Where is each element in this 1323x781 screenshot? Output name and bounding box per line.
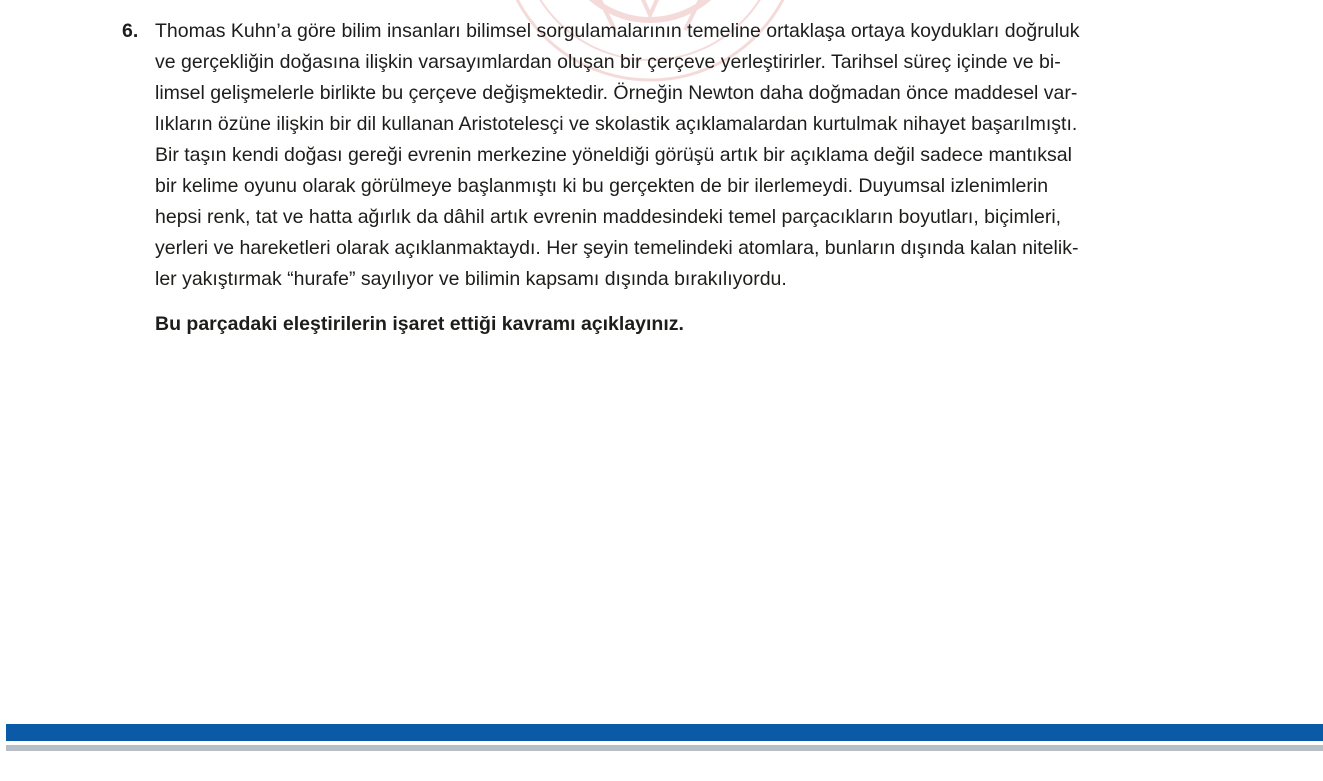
paragraph-line: bir kelime oyunu olarak görülmeye başlanmıştı ki bu gerçekten de bir ilerlemeydi. Duyumsal izlenimlerin (155, 175, 1049, 197)
paragraph-line: ve gerçekliğin doğasına ilişkin varsayımlardan oluşan bir çerçeve yerleştirirler. Tarihsel süreç içinde ve bi- (155, 51, 1061, 73)
paragraph-line: Bir taşın kendi doğası gereği evrenin merkezine yöneldiği görüşü artık bir açıklama değil sadece mantıksal (155, 144, 1072, 166)
paragraph-line: lıkların özüne ilişkin bir dil kullanan Aristotelesçi ve skolastik açıklamalardan kurtulmak nihayet başarılmıştı. (155, 113, 1078, 135)
footer-band (6, 724, 1323, 741)
question-number: 6. (122, 20, 139, 42)
question-paragraph (155, 16, 1215, 295)
question-prompt: Bu parçadaki eleştirilerin işaret ettiği kavramı açıklayınız. (155, 313, 684, 335)
paragraph-line: hepsi renk, tat ve hatta ağırlık da dâhil artık evrenin maddesindeki temel parçacıkların boyutları, biçimleri, (155, 206, 1062, 228)
footer-divider (6, 745, 1323, 751)
paragraph-line: Thomas Kuhn’a göre bilim insanları bilimsel sorgulamalarının temeline ortaklaşa ortaya koydukları doğruluk (155, 20, 1080, 42)
paragraph-line: ler yakıştırmak “hurafe” sayılıyor ve bilimin kapsamı dışında bırakılıyordu. (155, 268, 787, 290)
paragraph-line: limsel gelişmelerle birlikte bu çerçeve değişmektedir. Örneğin Newton daha doğmadan önce maddesel var- (155, 82, 1078, 104)
paragraph-line: yerleri ve hareketleri olarak açıklanmaktaydı. Her şeyin temelindeki atomlara, bunların dışında kalan nitelik- (155, 237, 1079, 259)
